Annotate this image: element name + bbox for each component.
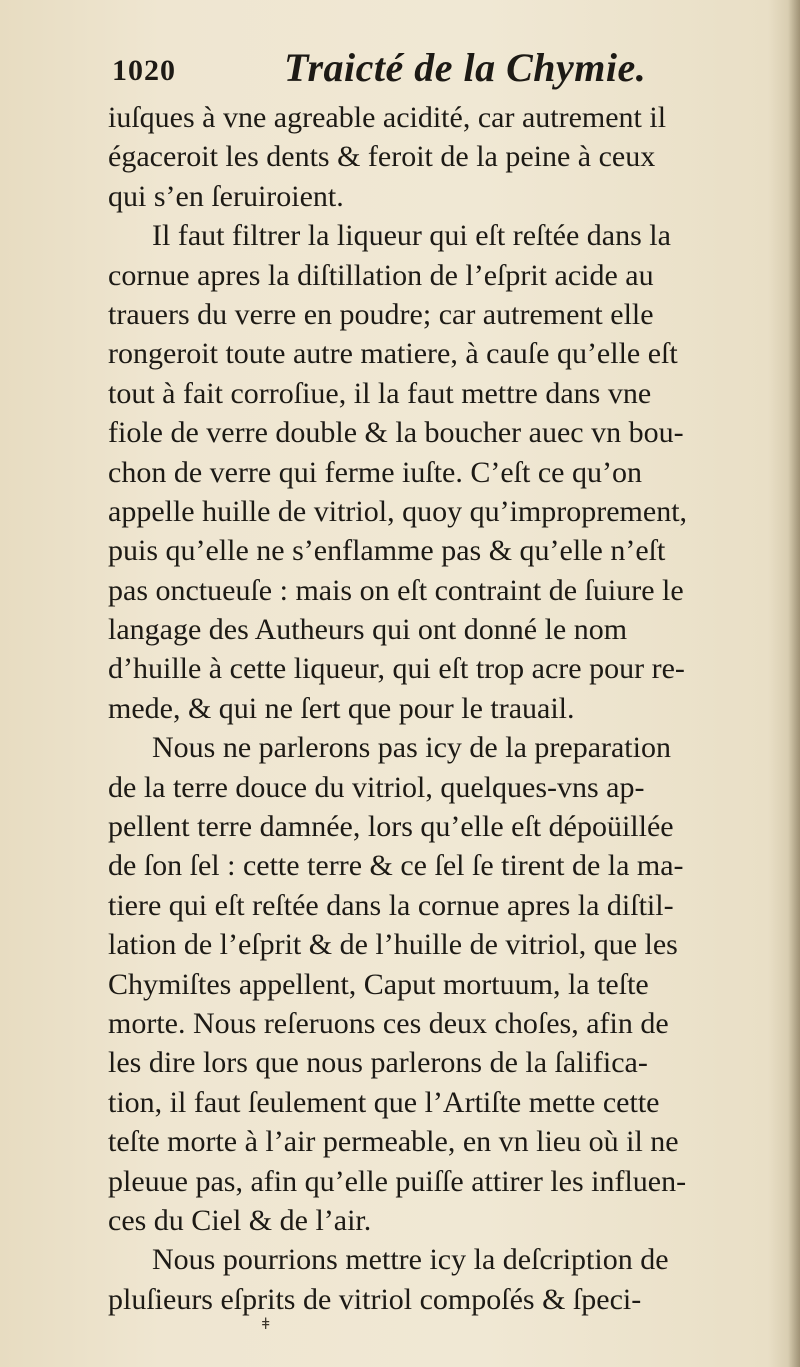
paragraph-start-line: Nous pourrions mettre icy la deſcription de (152, 1243, 669, 1277)
text-line: rongeroit toute autre matiere, à cauſe qu’elle eſt (108, 337, 678, 371)
text-line: lation de l’eſprit & de l’huille de vitriol, que les (108, 928, 678, 962)
text-line: chon de verre qui ferme iuſte. C’eſt ce qu’on (108, 455, 642, 489)
text-line: tiere qui eſt reſtée dans la cornue apres la diſtil- (108, 888, 674, 922)
text-line: appelle huille de vitriol, quoy qu’improprement, (108, 494, 688, 528)
text-line: égaceroit les dents & feroit de la peine à ceux (108, 140, 656, 174)
text-line: mede, & qui ne ſert que pour le trauail. (108, 691, 575, 725)
text-line: Chymiſtes appellent, Caput mortuum, la teſte (108, 967, 649, 1001)
text-line: d’huille à cette liqueur, qui eſt trop acre pour re- (108, 652, 685, 686)
body-text (108, 98, 790, 1319)
page-number: 1020 (112, 54, 176, 87)
paragraph-start-line: Il faut filtrer la liqueur qui eſt reſtée dans la (152, 219, 671, 253)
signature-mark: ǂ (262, 1314, 270, 1333)
text-line: teſte morte à l’air permeable, en vn lieu où il ne (108, 1125, 679, 1159)
text-line: pas onctueuſe : mais on eſt contraint de ſuiure le (108, 573, 684, 607)
text-line: qui s’en ſeruiroient. (108, 179, 344, 213)
text-line: de la terre douce du vitriol, quelques-vns ap- (108, 770, 645, 804)
text-line: pleuue pas, afin qu’elle puiſſe attirer les influen- (108, 1164, 687, 1198)
text-line: langage des Autheurs qui ont donné le nom (108, 613, 628, 647)
text-line: puis qu’elle ne s’enflamme pas & qu’elle n’eſt (108, 534, 666, 568)
text-line: iuſques à vne agreable acidité, car autrement il (108, 101, 667, 134)
text-line: de ſon ſel : cette terre & ce ſel ſe tirent de la ma- (108, 849, 684, 883)
running-title: Traicté de la Chymie. (284, 45, 647, 90)
text-line: tout à fait corroſiue, il la faut mettre dans vne (108, 376, 652, 410)
text-line: pellent terre damnée, lors qu’elle eſt dépoüillée (108, 810, 674, 844)
text-line: cornue apres la diſtillation de l’eſprit acide au (108, 258, 654, 292)
running-head (112, 44, 672, 96)
text-line: morte. Nous reſeruons ces deux choſes, afin de (108, 1006, 669, 1040)
text-line: fiole de verre double & la boucher auec vn bou- (108, 416, 684, 450)
text-line: ces du Ciel & de l’air. (108, 1203, 372, 1237)
text-line: trauers du verre en poudre; car autrement elle (108, 297, 654, 331)
text-line: les dire lors que nous parlerons de la ſalifica- (108, 1046, 648, 1080)
text-line: pluſieurs eſprits de vitriol compoſés & ſpeci- (108, 1282, 642, 1316)
paragraph-start-line: Nous ne parlerons pas icy de la preparation (152, 731, 671, 765)
text-line: tion, il faut ſeulement que l’Artiſte mette cette (108, 1085, 660, 1119)
